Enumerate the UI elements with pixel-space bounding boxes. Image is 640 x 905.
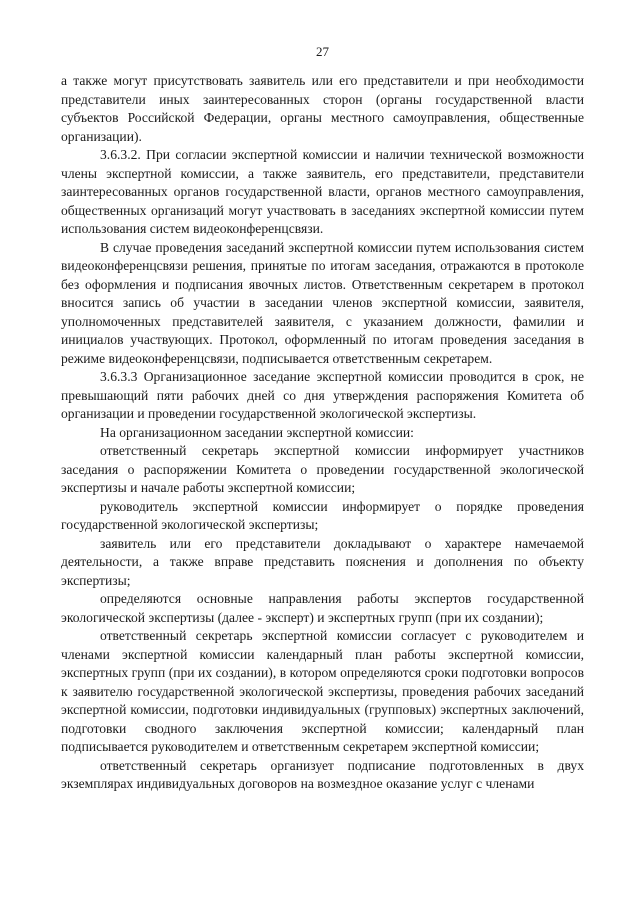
page-number: 27	[316, 44, 329, 59]
paragraph-organizational-meeting-intro: На организационном заседании экспертной комиссии:	[100, 424, 414, 440]
paragraph-continuation: а также могут присутствовать заявитель или его представители и при необходимости представители иных заинтересованных сторон (органы государственной власти субъектов Российской Федерации, органы местного самоуправления, общественные организации).	[61, 73, 584, 144]
document-body	[61, 72, 584, 794]
paragraph-3-6-3-3: 3.6.3.3 Организационное заседание экспертной комиссии проводится в срок, не превышающий пяти рабочих дней со дня утверждения распоряжения Комитета об организации и проведении государственной экологической экспертизы.	[61, 369, 584, 421]
paragraph-3-6-3-2: 3.6.3.2. При согласии экспертной комиссии и наличии технической возможности члены экспертной комиссии, а также заявитель, его представители, представители заинтересованных органов государственной власти, органов местного самоуправления, общественных организаций могут участвовать в заседаниях экспертной комиссии путем использования систем видеоконференцсвязи.	[61, 147, 584, 236]
list-item-applicant-reports: заявитель или его представители докладывают о характере намечаемой деятельности, а также вправе представить пояснения и дополнения по объекту экспертизы;	[61, 535, 584, 588]
paragraph-videoconference: В случае проведения заседаний экспертной комиссии путем использования систем видеоконференцсвязи решения, принятые по итогам заседания, отражаются в протоколе без оформления и подписания явочных листов. Ответственным секретарем в протокол вносится запись об участии в заседании членов экспертной комиссии, заявителя, уполномоченных представителей заявителя, с указанием должности, фамилии и инициалов участвующих. Протокол, оформленный по итогам проведения заседания в режиме видеоконференцсвязи, подписывается ответственным секретарем.	[61, 239, 584, 366]
list-item-secretary-informs: ответственный секретарь экспертной комиссии информирует участников заседания о распоряжении Комитета о проведении государственной экологической экспертизы и начале работы экспертной комиссии;	[61, 443, 584, 495]
list-item-directions-defined: определяются основные направления работы экспертов государственной экологической экспертизы (далее - эксперт) и экспертных групп (при их создании);	[61, 591, 584, 625]
list-item-head-informs: руководитель экспертной комиссии информирует о порядке проведения государственной экологической экспертизы;	[61, 498, 584, 532]
list-item-contracts-signing: ответственный секретарь организует подписание подготовленных в двух экземплярах индивидуальных договоров на возмездное оказание услуг с членами	[61, 757, 584, 791]
list-item-calendar-plan: ответственный секретарь экспертной комиссии согласует с руководителем и членами экспертной комиссии календарный план работы экспертной комиссии, экспертных групп (при их создании), в котором определяются сроки подготовки вопросов к заявителю государственной экологической экспертизы, проведения рабочих заседаний экспертной комиссии, подготовки индивидуальных (групповых) экспертных заключений, подготовки сводного заключения экспертной комиссии; календарный план подписывается руководителем и ответственным секретарем экспертной комиссии;	[61, 628, 584, 754]
